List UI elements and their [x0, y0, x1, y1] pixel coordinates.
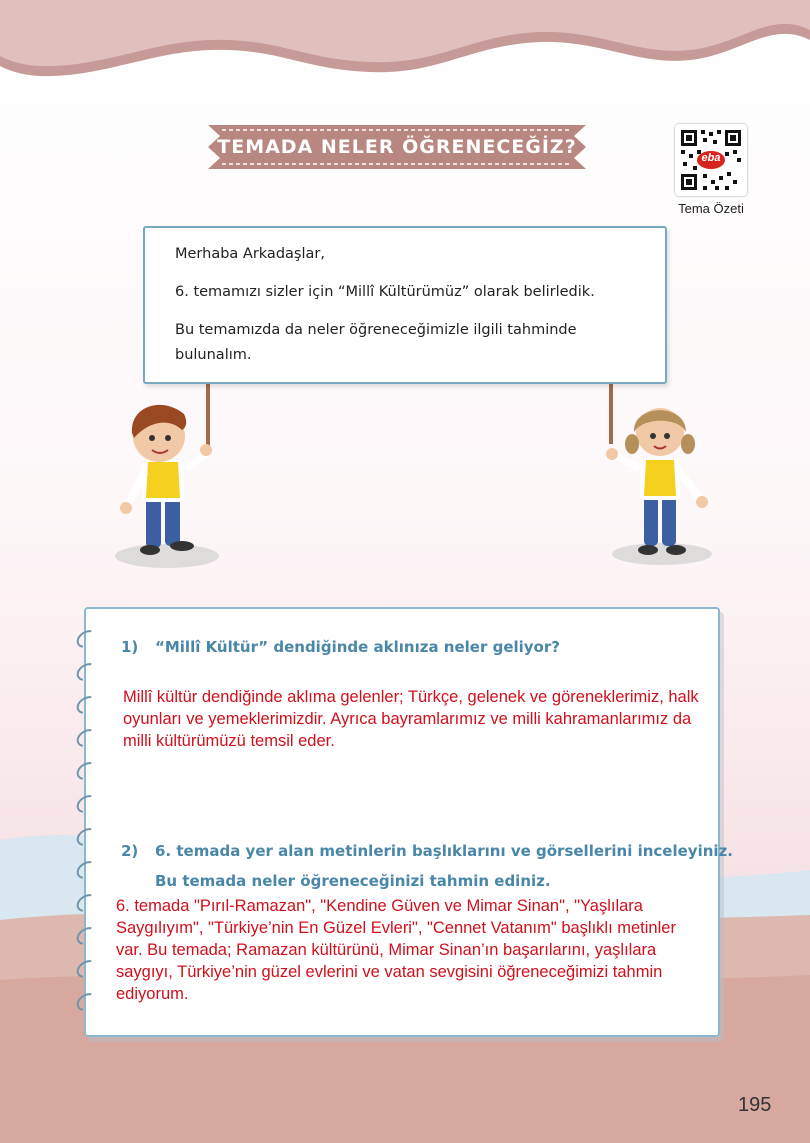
spiral-ring [73, 693, 100, 718]
sign-greeting: Merhaba Arkadaşlar, [175, 246, 325, 262]
answer-1: Millî kültür dendiğinde aklıma gelenler; Türkçe, gelenek ve göreneklerimiz, halk oyunları ve yemeklerimizdir. Ayrıca bayramlarımız ve milli kahramanlarımız da milli kültürümüzü temsil eder. [123, 688, 699, 750]
qr-code[interactable] [675, 124, 747, 196]
spiral-ring [73, 627, 100, 652]
qr-label: Tema Özeti [678, 201, 744, 216]
question-1-number: 1) [121, 638, 139, 656]
banner-title: TEMADA NELER ÖĞRENECEĞİZ? [217, 136, 577, 158]
title-banner [208, 125, 586, 169]
eba-logo: eba [701, 152, 721, 164]
spiral-ring [73, 726, 100, 751]
boy-illustration [112, 398, 222, 573]
question-1-text: “Millî Kültür” dendiğinde aklınıza neler geliyor? [155, 638, 560, 656]
greeting-sign [143, 226, 667, 384]
question-2-text-2: Bu temada neler öğreneceğinizi tahmin ediniz. [155, 872, 551, 890]
page-number: 195 [738, 1094, 772, 1116]
question-2-number: 2) [121, 842, 139, 860]
top-wave-decoration [0, 0, 810, 90]
spiral-ring [73, 660, 100, 685]
sign-line-1: 6. temamızı sizler için “Millî Kültürümüz” olarak belirledik. [175, 284, 595, 300]
sign-line-2: Bu temamızda da neler öğreneceğimizle ilgili tahminde bulunalım. [175, 322, 577, 363]
answer-2: 6. temada "Pırıl-Ramazan", "Kendine Güven ve Mimar Sinan", "Yaşlılara Saygılıyım", "Türkiye’nin En Güzel Evleri", "Cennet Vatanım" başlıklı metinler var. Bu temada; Ramazan kültürünü, Mimar Sinan’ın başarılarını, yaşlılara saygıyı, Türkiye’nin güzel evlerini ve vatan sevgisini öğreneceğimizi tahmin ediyorum. [116, 897, 676, 1003]
girl-illustration [604, 398, 716, 570]
question-2-text: 6. temada yer alan metinlerin başlıklarını ve görsellerini inceleyiniz. [155, 842, 733, 860]
